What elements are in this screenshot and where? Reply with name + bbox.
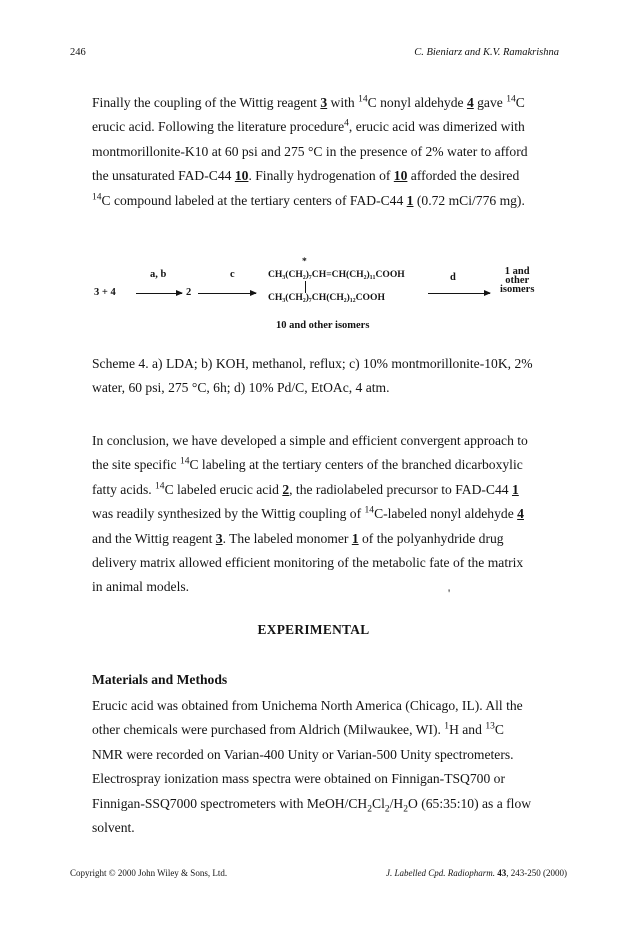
footer-copyright: Copyright © 2000 John Wiley & Sons, Ltd. xyxy=(70,868,228,878)
citation: 4 xyxy=(344,118,349,129)
compound-ref: 3 xyxy=(320,95,328,110)
section-heading-experimental: EXPERIMENTAL xyxy=(257,622,370,637)
structure-unsaturated: CH₃(CH₂)₇CH=CH(CH₂)₁₁COOH xyxy=(268,269,405,280)
structure-saturated: CH₃(CH₂)₇CH(CH₂)₁₂COOH xyxy=(268,292,385,303)
compound-ref: 10 xyxy=(234,168,249,184)
compound-ref: 4 xyxy=(466,95,474,110)
scheme-step-c: c xyxy=(230,269,235,280)
compound-ref: 1 xyxy=(511,481,519,497)
running-head-authors: C. Bieniarz and K.V. Ramakrishna xyxy=(414,47,559,58)
reaction-arrow-1 xyxy=(136,293,182,294)
scheme-product: 1 and other isomers xyxy=(500,266,535,295)
label-asterisk: * xyxy=(302,256,307,267)
page-number: 246 xyxy=(70,47,86,58)
reaction-arrow-3 xyxy=(428,293,490,294)
footer-journal-citation: J. Labelled Cpd. Radiopharm. 43, 243-250 (2000) xyxy=(386,868,567,878)
compound-ref: 1 xyxy=(351,530,359,546)
paragraph-wittig-coupling: Finally the coupling of the Wittig reagent 3 with $^{14}$C nonyl aldehyde 4 gave $^{14}$C erucic acid. Following the literature procedure$^4$, erucic acid was dimerized with montmorillonite-K10 at 60 psi and 275 °C in the presence of 2% water to afford the unsaturated FAD-C44 10. Finally hydrogenation of 10 afforded the desired $^{14}$C compound labeled at the tertiary centers of FAD-C44 1 (0.72 mCi/776 mg). xyxy=(92,94,528,208)
scheme-reactants: 3 + 4 xyxy=(94,287,116,298)
scheme-caption: Scheme 4. a) LDA; b) KOH, methanol, reflux; c) 10% montmorillonite-10K, 2% water, 60 psi, 275 °C, 6h; d) 10% Pd/C, EtOAc, 4 atm. xyxy=(92,356,533,396)
compound-ref: 10 xyxy=(393,168,408,184)
scheme-compound-caption: 10 and other isomers xyxy=(276,320,370,331)
scheme-step-d: d xyxy=(450,272,456,283)
compound-ref: 1 xyxy=(406,192,414,208)
compound-ref: 4 xyxy=(517,506,524,522)
paragraph-conclusion: In conclusion, we have developed a simple and efficient convergent approach to the site specific $^{14}$C labeling at the tertiary centers of the branched dicarboxylic fatty acids. $^{14}$C labeled erucic acid 2, the radiolabeled precursor to FAD-C44 1 was readily synthesized by the Wittig coupling of $^{14}$C-labeled nonyl aldehyde 4 and the Wittig reagent 3. The labeled monomer 1 of the polyanhydride drug delivery matrix allowed efficient monitoring of the metabolic fate of the matrix in animal models. xyxy=(92,433,528,595)
stray-mark: ' xyxy=(448,586,451,600)
subheading-materials-methods: Materials and Methods xyxy=(92,672,228,687)
scheme-step-ab: a, b xyxy=(150,269,167,280)
reaction-scheme xyxy=(0,250,627,340)
reaction-arrow-2 xyxy=(198,293,256,294)
paragraph-materials: Erucic acid was obtained from Unichema North America (Chicago, IL). All the other chemicals were purchased from Aldrich (Milwaukee, WI). $^1$H and $^{13}$C NMR were recorded on Varian-400 Unity or Varian-500 Unity spectrometers. Electrospray ionization mass spectra were obtained on Finnigan-TSQ700 or Finnigan-SSQ7000 spectrometers with MeOH/$CH_2Cl_2/H_2O$ (65:35:10) as a flow solvent. xyxy=(92,698,532,836)
compound-ref: 3 xyxy=(215,530,223,546)
scheme-intermediate: 2 xyxy=(186,287,192,298)
compound-ref: 2 xyxy=(282,481,290,497)
